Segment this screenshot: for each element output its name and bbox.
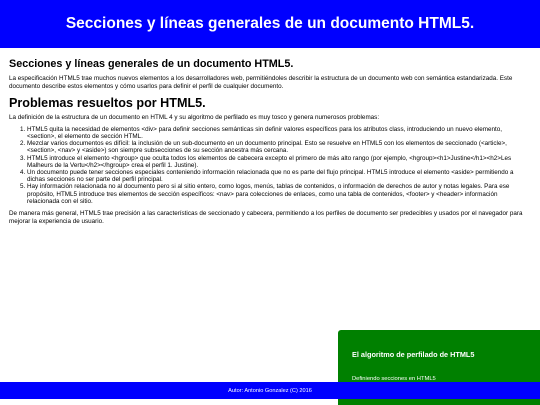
aside-subtitle: Definiendo secciones en HTML5: [352, 376, 436, 382]
list-item: 2. Mezclar varios documentos es difícil: la inclusión de un sub-documento en un documento principal. Esto se resuelve en HTML5 con los elementos de seccionado (<article>, <section>, <nav> y <aside>) son siempre subsecciones de su sección ancestra más cercana.: [27, 140, 527, 154]
header-title: Secciones y líneas generales de un documento HTML5.: [65, 15, 475, 32]
aside-title: El algoritmo de perfilado de HTML5: [352, 350, 475, 359]
list-item: 1. HTML5 quita la necesidad de elementos <div> para definir secciones semánticas sin definir valores específicos para los atributos class, introduciendo un nuevo elemento, <section>, el elemento de sección HTML.: [27, 126, 527, 140]
footer-text: Autor: Antonio Gonzalez (C) 2016: [228, 387, 312, 394]
section-heading: Secciones y líneas generales de un documento HTML5.: [9, 58, 294, 70]
intro-paragraph: La especificación HTML5 trae muchos nuevos elementos a los desarrolladores web, permitiéndoles describir la estructura de un documento web con semántica estandarizada. Este documento describe estos elementos y cómo usarlos para definir el perfil de cualquier documento.: [9, 75, 513, 90]
page-header: [0, 0, 540, 48]
list-item: 3. HTML5 introduce el elemento <hgroup> que oculta todos los elementos de cabecera excepto el primero de más alto rango (por ejemplo, <hgroup><h1>Justine</h1><h2>Les Malheurs de la Vertu</h2></hgroup> crea el perfil 1. Justine).: [27, 155, 527, 169]
main-content: [9, 58, 527, 228]
problems-heading: Problemas resueltos por HTML5.: [9, 96, 206, 111]
problems-list: [9, 126, 527, 205]
list-item: 4. Un documento puede tener secciones especiales conteniendo información relacionada que no es parte del flujo principal. HTML5 introduce el elemento <aside> permitiendo a dichas secciones no ser parte del perfil principal.: [27, 169, 527, 183]
page-footer: [0, 382, 540, 399]
conclusion-paragraph: De manera más general, HTML5 trae precisión a las características de seccionado y cabecera, permitiendo a los perfiles de documento ser predecibles y usados por el navegador para mejorar la experiencia de usuario.: [9, 210, 523, 225]
list-item: 5. Hay información relacionada no al documento pero si al sitio entero, como logos, menús, tablas de contenidos, o información de derechos de autor y notas legales. Para ese propósito, HTML5 introduce tres elementos de sección específicos: <nav> para colecciones de enlaces, como una tabla de contenidos, <footer> y <header> información relacionada con el sitio.: [27, 183, 527, 205]
problems-intro: La definición de la estructura de un documento en HTML 4 y su algoritmo de perfilado es muy tosco y genera numerosos problemas:: [9, 114, 380, 122]
